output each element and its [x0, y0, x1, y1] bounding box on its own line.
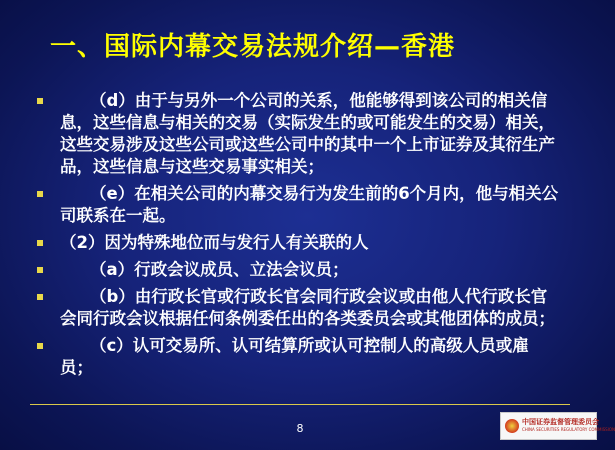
list-item-text: （2）因为特殊地位而与发行人有关联的人	[60, 233, 369, 252]
emblem-icon	[505, 419, 519, 433]
square-bullet-icon	[37, 191, 43, 197]
list-item	[0, 335, 600, 379]
logo-text	[522, 418, 615, 434]
page-number: 8	[296, 422, 304, 435]
list-item	[0, 90, 600, 178]
square-bullet-icon	[37, 240, 43, 246]
list-item-text: （c）认可交易所、认可结算所或认可控制人的高级人员或雇员；	[60, 336, 529, 377]
logo-main-text: 中国证券监督管理委员会	[522, 418, 599, 426]
logo-sub-text: CHINA SECURITIES REGULATORY COMMISSION	[522, 427, 615, 432]
square-bullet-icon	[37, 294, 43, 300]
square-bullet-icon	[37, 98, 43, 104]
slide-title: 一、国际内幕交易法规介绍—香港	[50, 32, 456, 62]
list-item-text: （e）在相关公司的内幕交易行为发生前的6个月内，他与相关公司联系在一起。	[60, 184, 559, 225]
footer-divider	[30, 404, 570, 405]
list-item	[0, 286, 600, 330]
list-item-text: （a）行政会议成员、立法会议员；	[90, 260, 349, 279]
csrc-logo	[500, 412, 615, 440]
list-item	[0, 259, 600, 281]
list-item	[0, 232, 600, 254]
bullet-list	[0, 90, 600, 384]
list-item-text: （d）由于与另外一个公司的关系，他能够得到该公司的相关信息，这些信息与相关的交易（实际发生的或可能发生的交易）相关，这些交易涉及这些公司或这些公司中的其中一个上市证券及其衍生产品，这些信息与这些交易事实相关；	[60, 91, 555, 176]
square-bullet-icon	[37, 267, 43, 273]
list-item-text: （b）由行政长官或行政长官会同行政会议或由他人代行政长官会同行政会议根据任何条例委任出的各类委员会或其他团体的成员；	[60, 287, 555, 328]
square-bullet-icon	[37, 343, 43, 349]
list-item	[0, 183, 600, 227]
